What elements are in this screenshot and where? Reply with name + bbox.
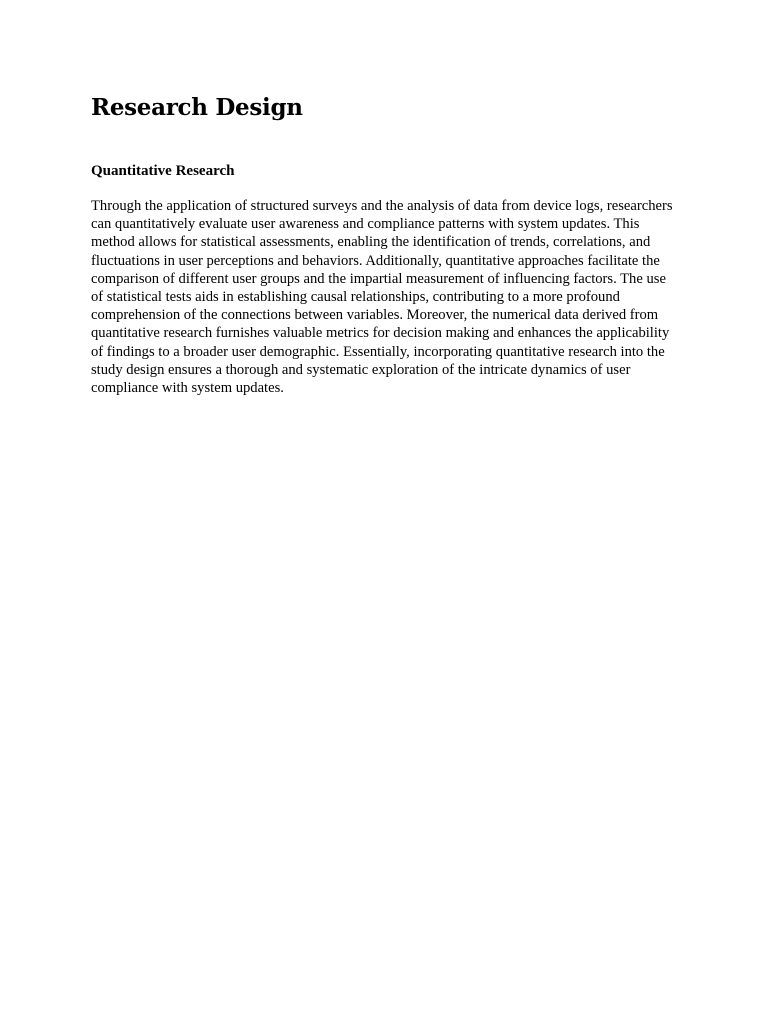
document-content [91, 92, 681, 397]
section-heading-quantitative-research: Quantitative Research [91, 163, 235, 179]
body-paragraph: Through the application of structured surveys and the analysis of data from device logs, researchers can quantitatively evaluate user awareness and compliance patterns with system updates. This method allows for statistical assessments, enabling the identification of trends, correlations, and fluctuations in user perceptions and behaviors. Additionally, quantitative approaches facilitate the comparison of different user groups and the impartial measurement of influencing factors. The use of statistical tests aids in establishing causal relationships, contributing to a more profound comprehension of the connections between variables. Moreover, the numerical data derived from quantitative research furnishes valuable metrics for decision making and enhances the applicability of findings to a broader user demographic. Essentially, incorporating quantitative research into the study design ensures a thorough and systematic exploration of the intricate dynamics of user compliance with system updates. [91, 198, 673, 397]
document-title: Research Design [91, 94, 303, 121]
